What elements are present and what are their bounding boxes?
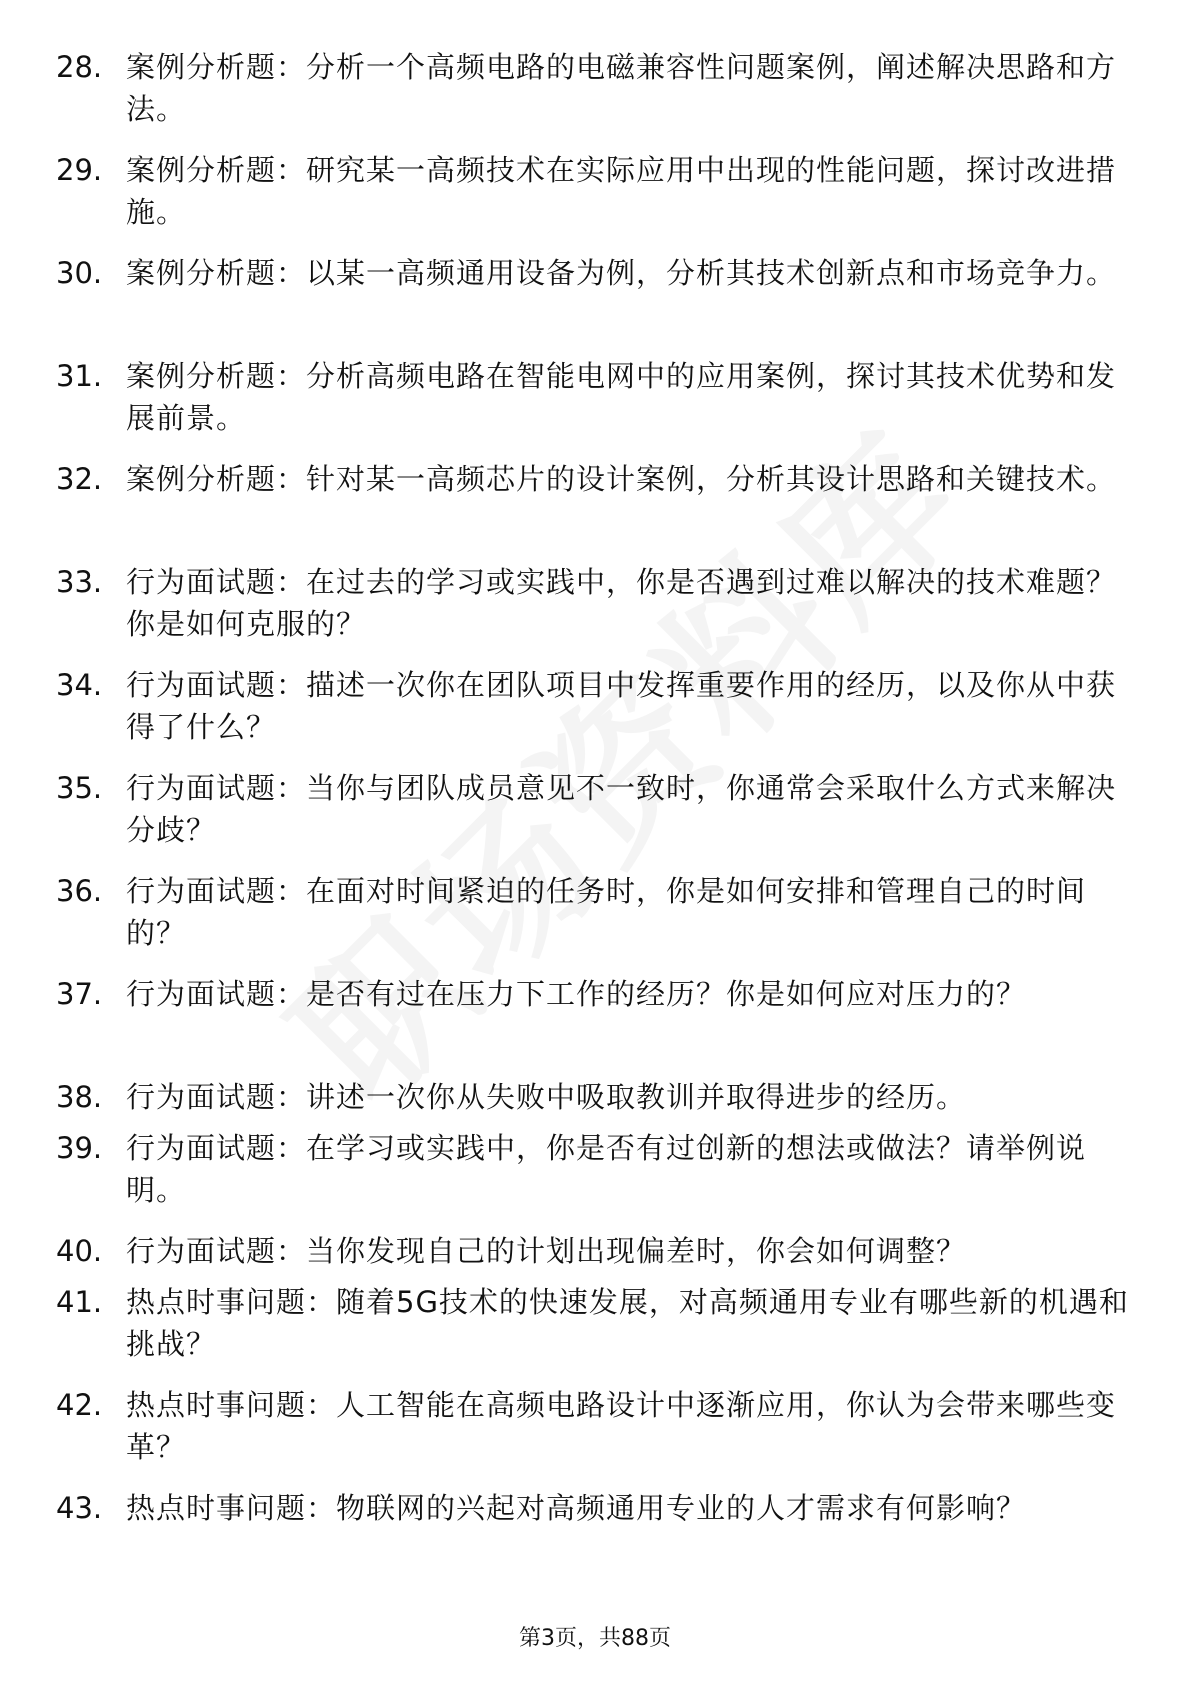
item-text: 行为面试题：当你发现自己的计划出现偏差时，你会如何调整？ <box>126 1234 967 1268</box>
list-item <box>0 252 1190 340</box>
item-number: 41. <box>56 1285 103 1319</box>
item-text: 行为面试题：在过去的学习或实践中，你是否遇到过难以解决的技术难题？你是如何克服的？ <box>126 565 1117 641</box>
list-item <box>0 355 1190 443</box>
list-item <box>0 973 1190 1061</box>
item-number: 38. <box>56 1080 103 1114</box>
list-item <box>0 664 1190 752</box>
item-number: 39. <box>56 1131 103 1165</box>
item-text: 案例分析题：针对某一高频芯片的设计案例，分析其设计思路和关键技术。 <box>126 462 1117 496</box>
item-number: 43. <box>56 1491 103 1525</box>
item-text: 热点时事问题：物联网的兴起对高频通用专业的人才需求有何影响？ <box>126 1491 1027 1525</box>
item-text: 行为面试题：描述一次你在团队项目中发挥重要作用的经历，以及你从中获得了什么？ <box>126 668 1117 744</box>
item-text: 行为面试题：当你与团队成员意见不一致时，你通常会采取什么方式来解决分歧？ <box>126 771 1117 847</box>
item-text: 行为面试题：在学习或实践中，你是否有过创新的想法或做法？请举例说明。 <box>126 1131 1087 1207</box>
item-number: 37. <box>56 977 103 1011</box>
list-item <box>0 767 1190 855</box>
item-number: 28. <box>56 50 103 84</box>
list-item <box>0 1127 1190 1215</box>
item-number: 34. <box>56 668 103 702</box>
item-number: 36. <box>56 874 103 908</box>
item-number: 42. <box>56 1388 103 1422</box>
item-text: 行为面试题：在面对时间紧迫的任务时，你是如何安排和管理自己的时间的？ <box>126 874 1087 950</box>
item-text: 案例分析题：研究某一高频技术在实际应用中出现的性能问题，探讨改进措施。 <box>126 153 1117 229</box>
list-item <box>0 149 1190 237</box>
item-number: 32. <box>56 462 103 496</box>
list-item <box>0 1281 1190 1369</box>
item-number: 31. <box>56 359 103 393</box>
list-item <box>0 561 1190 649</box>
item-text: 热点时事问题：随着5G技术的快速发展，对高频通用专业有哪些新的机遇和挑战？ <box>126 1285 1129 1361</box>
item-number: 40. <box>56 1234 103 1268</box>
question-list <box>0 46 1190 1590</box>
page-number-label: 第3页，共88页 <box>519 1626 671 1651</box>
list-item <box>0 1487 1190 1575</box>
list-item <box>0 870 1190 958</box>
list-item <box>0 458 1190 546</box>
item-text: 案例分析题：分析高频电路在智能电网中的应用案例，探讨其技术优势和发展前景。 <box>126 359 1117 435</box>
item-text: 热点时事问题：人工智能在高频电路设计中逐渐应用，你认为会带来哪些变革？ <box>126 1388 1117 1464</box>
item-text: 案例分析题：以某一高频通用设备为例，分析其技术创新点和市场竞争力。 <box>126 256 1117 290</box>
item-number: 29. <box>56 153 103 187</box>
list-item <box>0 46 1190 134</box>
list-item <box>0 1230 1190 1266</box>
item-text: 行为面试题：是否有过在压力下工作的经历？你是如何应对压力的？ <box>126 977 1027 1011</box>
item-text: 行为面试题：讲述一次你从失败中吸取教训并取得进步的经历。 <box>126 1080 967 1114</box>
page-footer <box>0 1624 1190 1654</box>
item-number: 33. <box>56 565 103 599</box>
list-item <box>0 1384 1190 1472</box>
item-text: 案例分析题：分析一个高频电路的电磁兼容性问题案例，阐述解决思路和方法。 <box>126 50 1117 126</box>
item-number: 30. <box>56 256 103 290</box>
list-item <box>0 1076 1190 1112</box>
item-number: 35. <box>56 771 103 805</box>
